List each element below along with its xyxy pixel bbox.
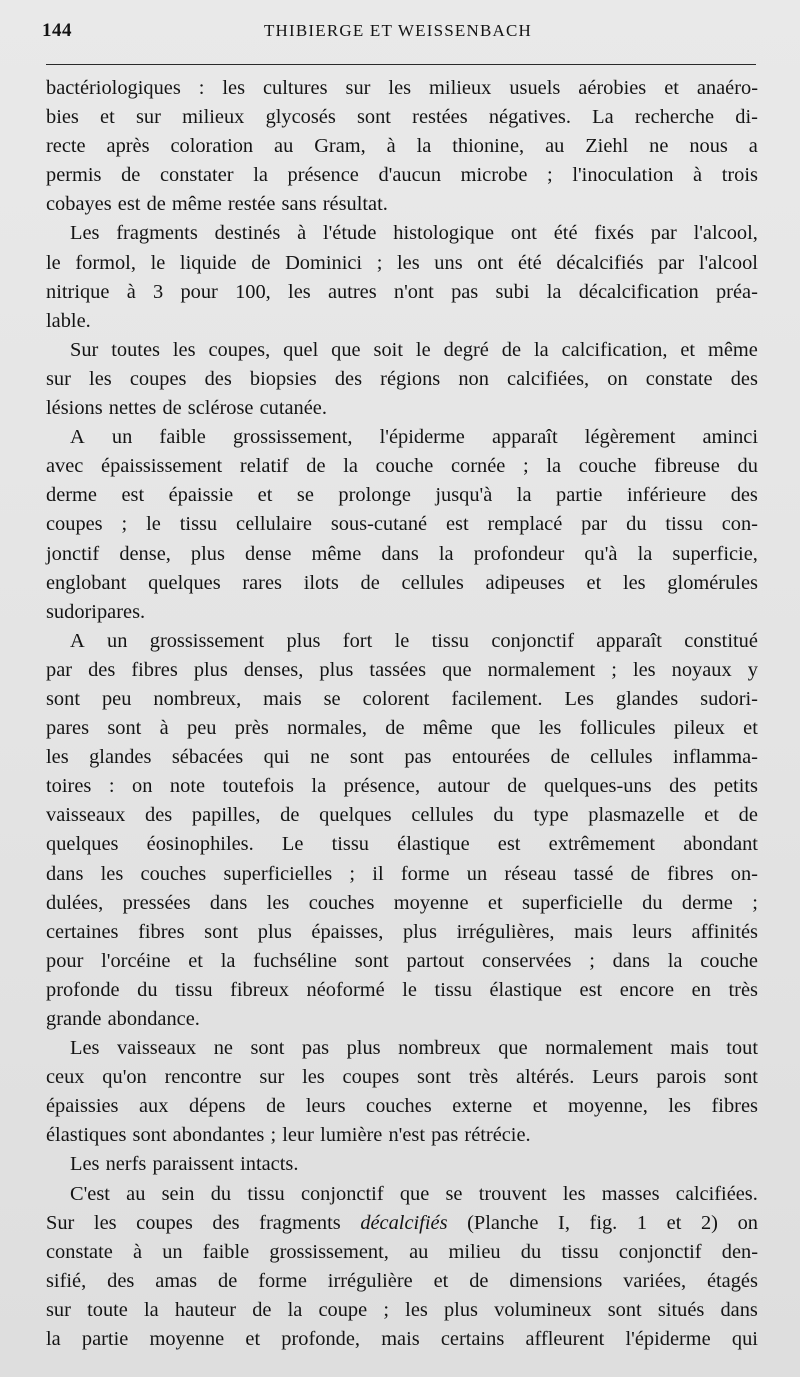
text-line: sont peu nombreux, mais se colorent facilement. Les glandes sudori-: [46, 687, 758, 710]
running-title: THIBIERGE ET WEISSENBACH: [263, 21, 533, 40]
text-line: élastiques sont abondantes ; leur lumière n'est pas rétrécie.: [46, 1124, 531, 1147]
page-header: [42, 18, 754, 48]
text-line: derme est épaissie et se prolonge jusqu'à la partie inférieure des: [46, 484, 758, 507]
text-line: Les vaisseaux ne sont pas plus nombreux que normalement mais tout: [70, 1037, 758, 1060]
text-line: lésions nettes de sclérose cutanée.: [46, 397, 327, 420]
text-line: le formol, le liquide de Dominici ; les uns ont été décalcifiés par l'alcool: [46, 251, 758, 274]
body-text: [46, 74, 758, 1354]
text-line: sudoripares.: [46, 600, 146, 623]
text-line: sifié, des amas de forme irrégulière et de dimensions variées, étagés: [46, 1269, 758, 1292]
text-line: dulées, pressées dans les couches moyenne et superficielle du derme ;: [46, 891, 758, 914]
text-line: bies et sur milieux glycosés sont restées négatives. La recherche di-: [46, 106, 758, 129]
text-line: permis de constater la présence d'aucun microbe ; l'inoculation à trois: [46, 164, 758, 187]
text-line: ceux qu'on rencontre sur les coupes sont très altérés. Leurs parois sont: [46, 1066, 758, 1089]
text-line: bactériologiques : les cultures sur les milieux usuels aérobies et anaéro-: [46, 77, 758, 99]
text-line: avec épaississement relatif de la couche cornée ; la couche fibreuse du: [46, 455, 758, 478]
text-line: dans les couches superficielles ; il forme un réseau tassé de fibres on-: [46, 862, 758, 885]
text-line: la partie moyenne et profonde, mais certains affleurent l'épiderme qui: [46, 1328, 758, 1351]
text-line: nitrique à 3 pour 100, les autres n'ont pas subi la décalcification préa-: [46, 280, 758, 303]
text-line: A un grossissement plus fort le tissu conjonctif apparaît constitué: [70, 629, 758, 652]
text-line: pares sont à peu près normales, de même que les follicules pileux et: [46, 717, 758, 740]
text-line: C'est au sein du tissu conjonctif que se trouvent les masses calcifiées.: [70, 1182, 758, 1205]
text-line: pour l'orcéine et la fuchséline sont partout conservées ; dans la couche: [46, 949, 758, 972]
text-line: vaisseaux des papilles, de quelques cellules du type plasmazelle et de: [46, 804, 758, 827]
text-line: Les fragments destinés à l'étude histologique ont été fixés par l'alcool,: [70, 222, 758, 245]
text-line: par des fibres plus denses, plus tassées que normalement ; les noyaux y: [46, 658, 758, 681]
text-line: sur toute la hauteur de la coupe ; les plus volumineux sont situés dans: [46, 1298, 758, 1321]
text-line: cobayes est de même restée sans résultat.: [46, 193, 388, 216]
text-line: constate à un faible grossissement, au milieu du tissu conjonctif den-: [46, 1240, 758, 1263]
text-line: lable.: [46, 309, 91, 332]
page-number: 144: [42, 20, 72, 41]
text-line: épaissies aux dépens de leurs couches externe et moyenne, les fibres: [46, 1095, 758, 1118]
text-line: certaines fibres sont plus épaisses, plus irrégulières, mais leurs affinités: [46, 920, 758, 943]
text-line: recte après coloration au Gram, à la thionine, au Ziehl ne nous a: [46, 135, 758, 158]
text-line: Sur toutes les coupes, quel que soit le degré de la calcification, et même: [70, 338, 758, 361]
text-line: quelques éosinophiles. Le tissu élastique est extrêmement abondant: [46, 833, 758, 856]
text-line: les glandes sébacées qui ne sont pas entourées de cellules inflamma-: [46, 746, 758, 769]
text-line: Sur les coupes des fragments décalcifiés (Planche I, fig. 1 et 2) on: [46, 1211, 758, 1234]
header-rule: [46, 64, 756, 65]
text-line: coupes ; le tissu cellulaire sous-cutané est remplacé par du tissu con-: [46, 513, 758, 536]
text-line: sur les coupes des biopsies des régions non calcifiées, on constate des: [46, 367, 758, 390]
text-line: A un faible grossissement, l'épiderme apparaît légèrement aminci: [70, 426, 758, 449]
text-line: englobant quelques rares ilots de cellules adipeuses et les glomérules: [46, 571, 758, 594]
text-line: profonde du tissu fibreux néoformé le tissu élastique est encore en très: [46, 978, 758, 1001]
text-line: Les nerfs paraissent intacts.: [70, 1153, 299, 1176]
text-line: grande abondance.: [46, 1008, 200, 1030]
text-line: toires : on note toutefois la présence, autour de quelques-uns des petits: [46, 775, 758, 798]
text-line: jonctif dense, plus dense même dans la profondeur qu'à la superficie,: [46, 542, 758, 565]
